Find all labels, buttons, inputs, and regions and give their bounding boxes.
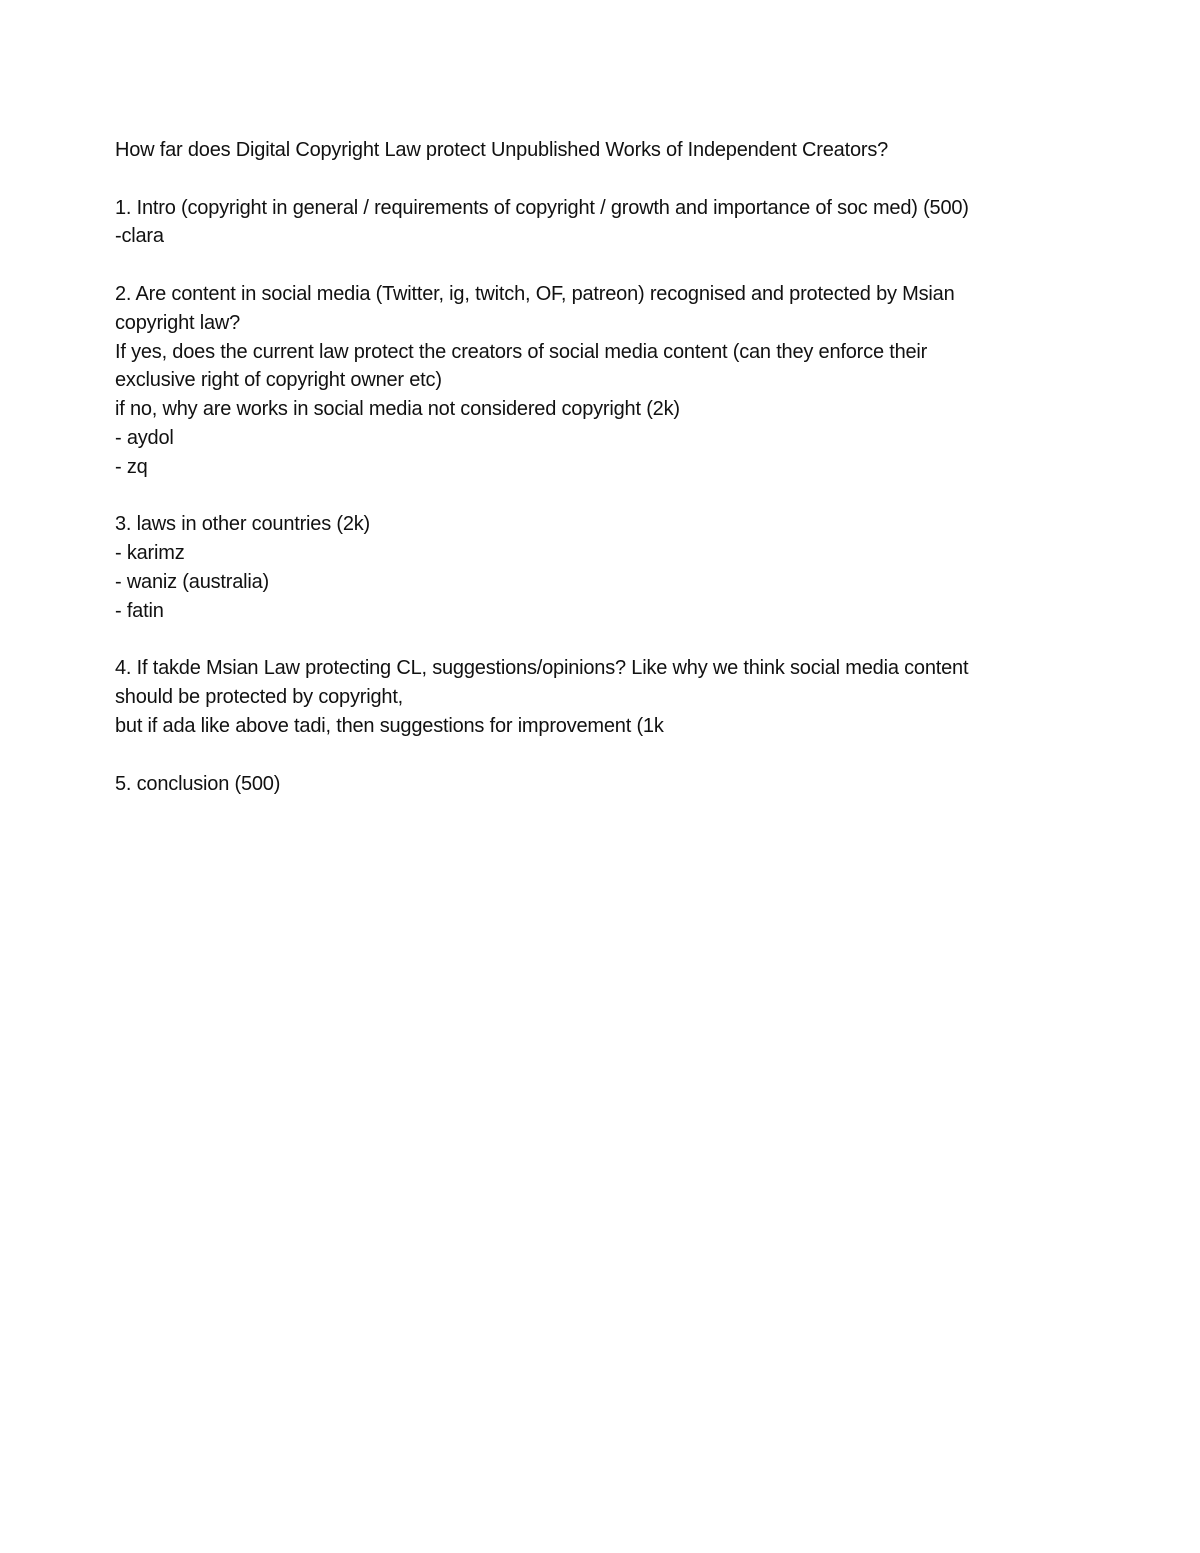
section-4-heading-line-2: should be protected by copyright, [115,686,404,709]
section-2-no-line: if no, why are works in social media not considered copyright (2k) [115,398,680,421]
blank-line [115,482,1095,511]
section-1-assignee: -clara [115,225,164,248]
section-5-heading: 5. conclusion (500) [115,772,281,795]
blank-line [115,626,1095,655]
blank-line [115,251,1095,280]
document-body [115,136,1095,798]
document-title: How far does Digital Copyright Law protect Unpublished Works of Independent Creators? [115,139,889,161]
section-2-yes-line-1: If yes, does the current law protect the creators of social media content (can they enforce their [115,340,928,363]
blank-line [115,741,1095,770]
section-4-heading-line-3: but if ada like above tadi, then suggestions for improvement (1k [115,714,664,737]
blank-line [115,165,1095,194]
section-3-assignee-3: - fatin [115,599,164,622]
section-2-assignee-2: - zq [115,455,148,478]
section-3-assignee-2: - waniz (australia) [115,570,270,593]
section-3-assignee-1: - karimz [115,542,185,565]
section-2-assignee-1: - aydol [115,426,174,449]
section-2-heading-line-2: copyright law? [115,311,241,334]
section-3-heading: 3. laws in other countries (2k) [115,513,371,536]
section-2-yes-line-2: exclusive right of copyright owner etc) [115,369,442,392]
section-2-heading-line-1: 2. Are content in social media (Twitter, ig, twitch, OF, patreon) recognised and protected by Msian [115,282,955,305]
section-4-heading-line-1: 4. If takde Msian Law protecting CL, suggestions/opinions? Like why we think social media content [115,657,969,680]
section-1-heading: 1. Intro (copyright in general / requirements of copyright / growth and importance of soc med) (500) [115,196,969,219]
